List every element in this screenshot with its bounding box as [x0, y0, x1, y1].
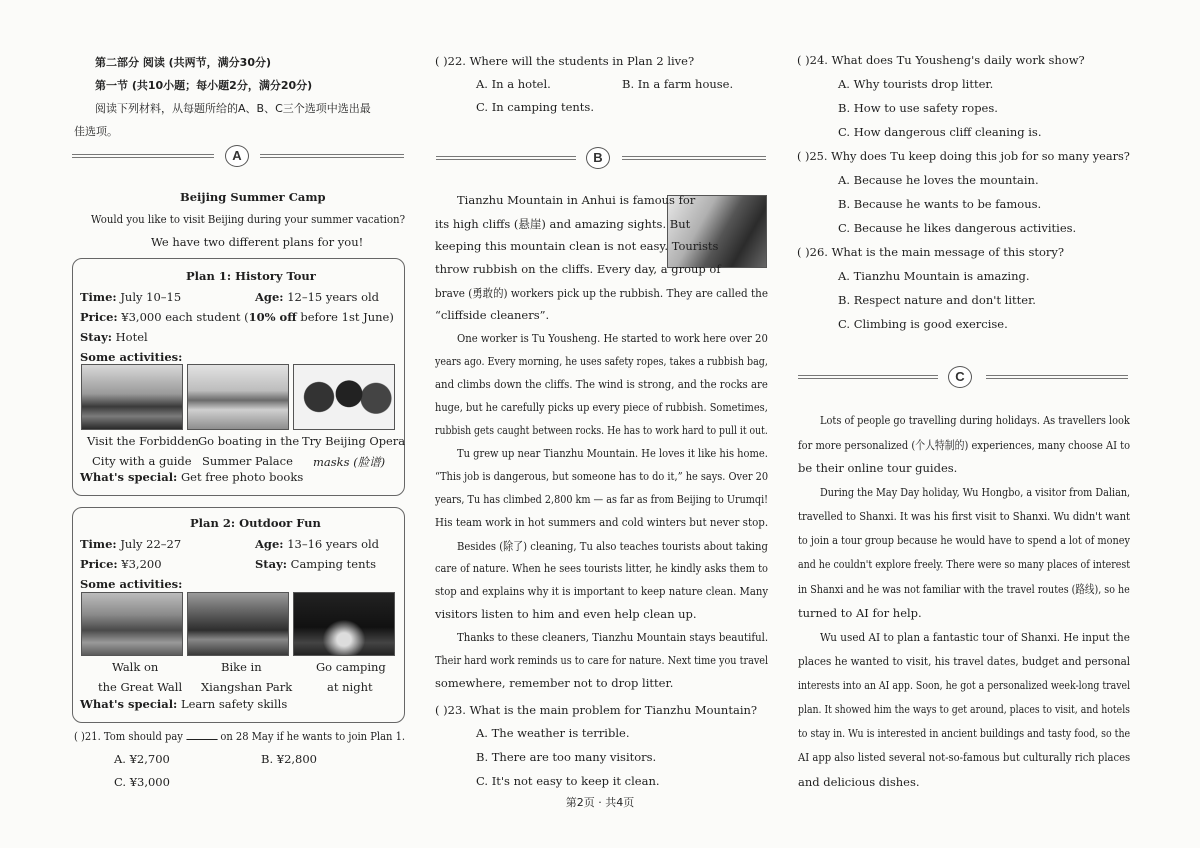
plan2-time: Time: July 22–27: [80, 537, 182, 551]
plan1-card: [72, 258, 405, 496]
q24-option-b[interactable]: B. How to use safety ropes.: [838, 101, 998, 115]
plan2-activities-label: Some activities:: [80, 577, 183, 591]
b-line-13: “This job is dangerous, but someone has to do it,” he says. Over 20: [435, 469, 769, 483]
q21-blank: [186, 730, 217, 740]
page-footer: 第2页 · 共4页: [565, 796, 635, 809]
c-line-3: be their online tour guides.: [798, 461, 958, 475]
plan2-caption-3a: Go camping: [316, 660, 386, 674]
b-line-10: huge, but he carefully picks up every piece of rubbish. Sometimes,: [435, 400, 768, 414]
plan2-card: [72, 507, 405, 723]
c-line-16: and delicious dishes.: [798, 775, 920, 789]
plan2-caption-2b: Xiangshan Park: [201, 680, 293, 694]
b-line-14: years, Tu has climbed 2,800 km — as far as from Beijing to Urumqi!: [435, 492, 769, 506]
camp-title: Beijing Summer Camp: [180, 190, 326, 204]
b-line-1: Tianzhu Mountain in Anhui is famous for: [457, 193, 696, 207]
c-line-1: Lots of people go travelling during holidays. As travellers look: [820, 413, 1130, 427]
c-line-13: plan. It showed him the ways to get around, places to visit, and hotels: [798, 702, 1130, 716]
b-line-7: One worker is Tu Yousheng. He started to work here over 20: [457, 331, 768, 345]
forbidden-city-photo: [81, 364, 183, 430]
q25-answer-slot[interactable]: ( ): [797, 149, 810, 163]
q24-option-a[interactable]: A. Why tourists drop litter.: [838, 77, 994, 91]
q23-option-c[interactable]: C. It's not easy to keep it clean.: [476, 774, 660, 788]
b-line-4: throw rubbish on the cliffs. Every day, a group of: [435, 262, 721, 276]
opera-masks-photo: [293, 364, 395, 430]
great-wall-photo: [81, 592, 183, 656]
summer-palace-photo: [187, 364, 289, 430]
b-line-6: “cliffside cleaners”.: [435, 308, 550, 322]
b-line-19: visitors listen to him and even help clean up.: [435, 607, 697, 621]
plan2-caption-2a: Bike in: [221, 660, 262, 674]
c-line-10: Wu used AI to plan a fantastic tour of Shanxi. He input the: [820, 630, 1130, 644]
passage-b-badge: B: [586, 147, 610, 169]
b-line-5: brave (勇敢的) workers pick up the rubbish. They are called the: [435, 286, 769, 300]
plan2-price: Price: ¥3,200: [80, 557, 162, 571]
instructions-line-2: 佳选项。: [74, 125, 118, 138]
xiangshan-park-photo: [187, 592, 289, 656]
q26-option-b[interactable]: B. Respect nature and don't litter.: [838, 293, 1036, 307]
q26-answer-slot[interactable]: ( ): [797, 245, 810, 259]
c-line-9: turned to AI for help.: [798, 606, 922, 620]
plan1-age: Age: 12–15 years old: [255, 290, 380, 304]
plan2-caption-3b: at night: [327, 680, 373, 694]
b-line-3: keeping this mountain clean is not easy. Tourists: [435, 239, 719, 253]
plan1-stay: Stay: Hotel: [80, 330, 148, 344]
plan1-activities-label: Some activities:: [80, 350, 183, 364]
c-line-7: and he couldn't explore freely. There were so many places of interest: [798, 557, 1131, 571]
q21-option-c[interactable]: C. ¥3,000: [114, 775, 170, 789]
plan2-special: What's special: Learn safety skills: [80, 697, 288, 711]
q21-option-a[interactable]: A. ¥2,700: [114, 752, 170, 766]
c-line-6: to join a tour group because he would have to spend a lot of money: [798, 533, 1131, 547]
q22-option-a[interactable]: A. In a hotel.: [476, 77, 551, 91]
plan1-caption-1b: City with a guide: [92, 454, 192, 468]
q22-answer-slot[interactable]: ( ): [435, 54, 448, 68]
q25-option-b[interactable]: B. Because he wants to be famous.: [838, 197, 1042, 211]
c-line-14: to stay in. Wu is interested in ancient buildings and tasty food, so the: [798, 726, 1131, 740]
instructions-line-1: 阅读下列材料，从每题所给的A、B、C三个选项中选出最: [95, 102, 371, 115]
camping-photo: [293, 592, 395, 656]
plan2-age: Age: 13–16 years old: [255, 537, 380, 551]
q24-answer-slot[interactable]: ( ): [797, 53, 810, 67]
q23-option-b[interactable]: B. There are too many visitors.: [476, 750, 657, 764]
b-line-9: and climbs down the cliffs. The wind is strong, and the rocks are: [435, 377, 768, 391]
q26-option-a[interactable]: A. Tianzhu Mountain is amazing.: [838, 269, 1030, 283]
plan1-time: Time: July 10–15: [80, 290, 182, 304]
plan2-caption-1b: the Great Wall: [98, 680, 183, 694]
passage-a-badge: A: [225, 145, 249, 167]
passage-a-divider: [72, 145, 404, 167]
plan1-caption-2b: Summer Palace: [202, 454, 293, 468]
b-line-16: Besides (除了) cleaning, Tu also teaches tourists about taking: [457, 539, 768, 553]
q21-stem: ( )21. Tom should pay on 28 May if he wants to join Plan 1.: [74, 729, 406, 743]
b-line-18: stop and explains why it is important to keep nature clean. Many: [435, 584, 769, 598]
b-line-2: its high cliffs (悬崖) and amazing sights. But: [435, 217, 691, 231]
section-heading: 第一节 (共10小题；每小题2分，满分20分): [95, 79, 313, 92]
q22-option-b[interactable]: B. In a farm house.: [622, 77, 734, 91]
camp-intro-1: Would you like to visit Beijing during your summer vacation?: [91, 212, 406, 226]
b-line-21: Their hard work reminds us to care for nature. Next time you travel: [435, 653, 769, 667]
q25-stem: ( )25. Why does Tu keep doing this job for so many years?: [797, 149, 1130, 163]
b-line-8: years ago. Every morning, he uses safety ropes, takes a rubbish bag,: [435, 354, 768, 368]
plan2-stay: Stay: Camping tents: [255, 557, 377, 571]
c-line-2: for more personalized (个人特制的) experiences, many choose AI to: [798, 438, 1131, 452]
q23-stem: ( )23. What is the main problem for Tianzhu Mountain?: [435, 703, 758, 717]
c-line-11: places he wanted to visit, his travel dates, budget and personal: [798, 654, 1131, 668]
q22-option-c[interactable]: C. In camping tents.: [476, 100, 594, 114]
c-line-8: in Shanxi and he was not familiar with the travel routes (路线), so he: [798, 582, 1130, 596]
q21-answer-slot[interactable]: ( ): [74, 729, 85, 743]
q25-option-a[interactable]: A. Because he loves the mountain.: [838, 173, 1039, 187]
q24-option-c[interactable]: C. How dangerous cliff cleaning is.: [838, 125, 1042, 139]
b-line-15: His team work in hot summers and cold winters but never stop.: [435, 515, 769, 529]
c-line-4: During the May Day holiday, Wu Hongbo, a visitor from Dalian,: [820, 485, 1131, 499]
passage-c-badge: C: [948, 366, 972, 388]
camp-intro-2: We have two different plans for you!: [151, 235, 364, 249]
passage-b-divider: [436, 147, 766, 169]
plan1-caption-1a: Visit the Forbidden: [87, 434, 199, 448]
b-line-22: somewhere, remember not to drop litter.: [435, 676, 674, 690]
c-line-5: travelled to Shanxi. It was his first visit to Shanxi. Wu didn't want: [798, 509, 1131, 523]
plan2-title: Plan 2: Outdoor Fun: [190, 516, 321, 530]
q21-option-b[interactable]: B. ¥2,800: [261, 752, 318, 766]
b-line-11: rubbish gets caught between rocks. He has to work hard to pull it out.: [435, 423, 768, 437]
plan1-title: Plan 1: History Tour: [186, 269, 316, 283]
q24-stem: ( )24. What does Tu Yousheng's daily work show?: [797, 53, 1085, 67]
c-line-12: interests into an AI app. Soon, he got a personalized week-long travel: [798, 678, 1131, 692]
b-line-20: Thanks to these cleaners, Tianzhu Mountain stays beautiful.: [457, 630, 769, 644]
q26-stem: ( )26. What is the main message of this story?: [797, 245, 1065, 259]
q26-option-c[interactable]: C. Climbing is good exercise.: [838, 317, 1008, 331]
passage-c-divider: [798, 366, 1128, 388]
q23-option-a[interactable]: A. The weather is terrible.: [476, 726, 630, 740]
b-line-17: care of nature. When he sees tourists litter, he kindly asks them to: [435, 561, 768, 575]
plan1-caption-2a: Go boating in the: [198, 434, 300, 448]
plan1-caption-3b: masks (脸谱): [313, 455, 386, 469]
plan1-price: Price: ¥3,000 each student (10% off before 1st June): [80, 310, 394, 324]
q25-option-c[interactable]: C. Because he likes dangerous activities.: [838, 221, 1077, 235]
c-line-15: AI app also listed several not-so-famous but culturally rich places: [798, 750, 1131, 764]
part-heading: 第二部分 阅读 (共两节，满分30分): [95, 56, 272, 69]
plan1-special: What's special: Get free photo books: [80, 470, 304, 484]
q23-answer-slot[interactable]: ( ): [435, 703, 448, 717]
q22-stem: ( )22. Where will the students in Plan 2 live?: [435, 54, 695, 68]
plan2-caption-1a: Walk on: [112, 660, 159, 674]
plan1-caption-3a: Try Beijing Opera: [302, 434, 406, 448]
b-line-12: Tu grew up near Tianzhu Mountain. He loves it like his home.: [457, 446, 768, 460]
